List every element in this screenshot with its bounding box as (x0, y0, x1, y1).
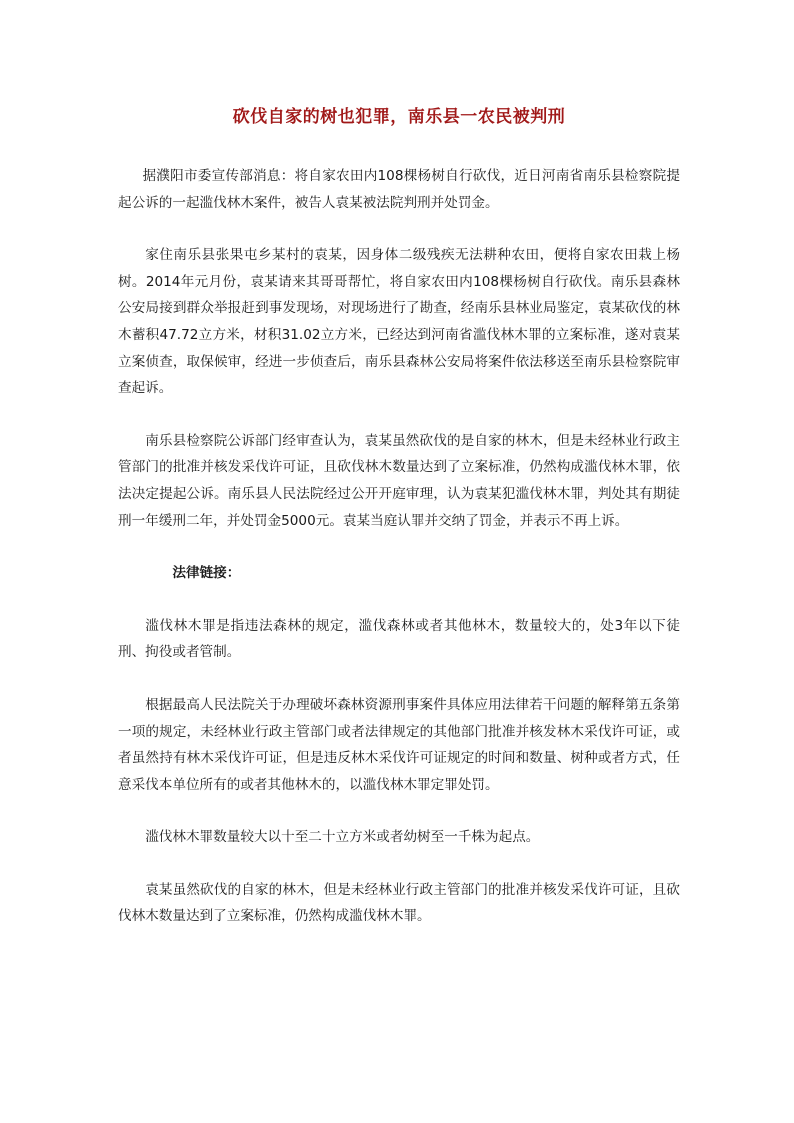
law-conclusion-paragraph: 袁某虽然砍伐的自家的林木，但是未经林业行政主管部门的批准并核发采伐许可证，且砍伐林木数量达到了立案标准，仍然构成滥伐林木罪。 (118, 881, 680, 925)
article-title: 砍伐自家的树也犯罪，南乐县一农民被判刑 (232, 107, 566, 127)
document-page (118, 104, 680, 956)
law-link-heading: 法律链接： (172, 565, 241, 582)
law-interpretation-paragraph: 根据最高人民法院关于办理破坏森林资源刑事案件具体应用法律若干问题的解释第五条第一项的规定，未经林业行政主管部门或者法律规定的其他部门批准并核发林木采伐许可证，或者虽然持有林木采伐许可证，但是违反林木采伐许可证规定的时间和数量、树种或者方式，任意采伐本单位所有的或者其他林木的，以滥伐林木罪定罪处罚。 (118, 696, 680, 793)
intro-paragraph: 据濮阳市委宣传部消息：将自家农田内108棵杨树自行砍伐，近日河南省南乐县检察院提起公诉的一起滥伐林木案件，被告人袁某被法院判刑并处罚金。 (118, 168, 680, 211)
law-definition-paragraph: 滥伐林木罪是指违法森林的规定，滥伐森林或者其他林木，数量较大的，处3年以下徒刑、拘役或者管制。 (118, 617, 680, 661)
verdict-paragraph: 南乐县检察院公诉部门经审查认为，袁某虽然砍伐的是自家的林木，但是未经林业行政主管部门的批准并核发采伐许可证，且砍伐林木数量达到了立案标准，仍然构成滥伐林木罪，依法决定提起公诉。南乐县人民法院经过公开开庭审理，认为袁某犯滥伐林木罪，判处其有期徒刑一年缓刑二年，并处罚金5000元。袁某当庭认罪并交纳了罚金，并表示不再上诉。 (118, 432, 680, 529)
background-paragraph: 家住南乐县张果屯乡某村的袁某，因身体二级残疾无法耕种农田，便将自家农田栽上杨树。2014年元月份，袁某请来其哥哥帮忙，将自家农田内108棵杨树自行砍伐。南乐县森林公安局接到群众举报赶到事发现场，对现场进行了勘查，经南乐县林业局鉴定，袁某砍伐的林木蓄积47.72立方米，材积31.02立方米，已经达到河南省滥伐林木罪的立案标准，遂对袁某立案侦查，取保候审，经进一步侦查后，南乐县森林公安局将案件依法移送至南乐县检察院审查起诉。 (118, 247, 680, 397)
law-threshold-paragraph: 滥伐林木罪数量较大以十至二十立方米或者幼树至一千株为起点。 (145, 829, 540, 846)
